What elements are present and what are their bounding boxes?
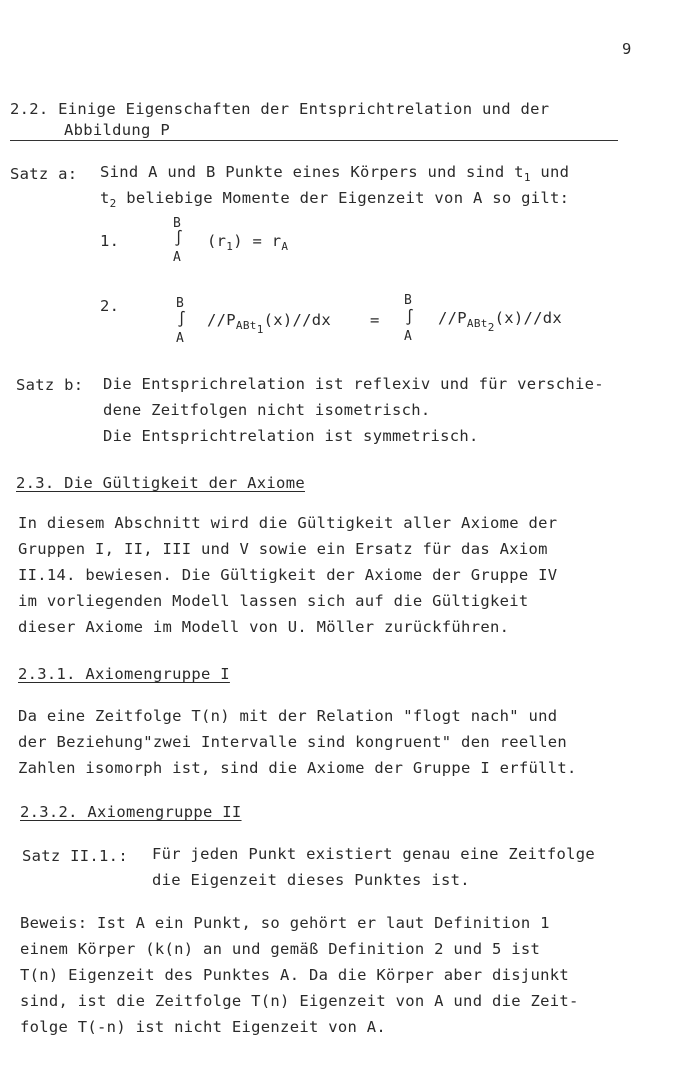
formula-2-left-P: //P xyxy=(207,311,236,329)
section-2-2-underline xyxy=(10,140,618,141)
satz-a-line2 xyxy=(100,189,569,210)
formula-1-arg-sub: 1 xyxy=(226,240,234,253)
section-2-3-para-line-3: II.14. bewiesen. Die Gültigkeit der Axiome der Gruppe IV xyxy=(18,566,558,584)
formula-1-integral-sign: ∫ xyxy=(174,229,184,247)
section-2-3-para-line-5: dieser Axiome im Modell von U. Möller zurückführen. xyxy=(18,618,510,636)
section-2-3-1-title: 2.3.1. Axiomengruppe I xyxy=(18,665,230,683)
t1-subscript: 1 xyxy=(523,171,531,184)
formula-2-integral-sign: ∫ xyxy=(177,310,187,328)
t2-subscript: 2 xyxy=(109,197,117,210)
formula-2-upper-limit-2: B xyxy=(404,293,413,308)
satz-b-line2: dene Zeitfolgen nicht isometrisch. xyxy=(103,401,431,419)
beweis-line-4: sind, ist die Zeitfolge T(n) Eigenzeit von A und die Zeit- xyxy=(20,992,579,1010)
formula-2-lower-limit: A xyxy=(176,331,185,346)
formula-2-upper-limit: B xyxy=(176,296,185,311)
formula-2-right-tail: (x)//dx xyxy=(494,309,563,327)
formula-1-rhs-sub: A xyxy=(281,240,289,253)
section-2-3-para-line-2: Gruppen I, II, III und V sowie ein Ersatz für das Axiom xyxy=(18,540,548,558)
formula-2-left-sub: ABt xyxy=(235,319,257,332)
satz-b-label: Satz b: xyxy=(16,376,84,394)
formula-1-body xyxy=(207,232,288,253)
beweis-line-5: folge T(-n) ist nicht Eigenzeit von A. xyxy=(20,1018,387,1036)
formula-2-right-P: //P xyxy=(438,309,467,327)
formula-1-number: 1. xyxy=(100,232,120,250)
formula-1-arg: (r xyxy=(207,232,227,250)
page-number: 9 xyxy=(622,40,632,58)
formula-2-equals: = xyxy=(370,311,380,329)
beweis-line-1: Beweis: Ist A ein Punkt, so gehört er laut Definition 1 xyxy=(20,914,550,932)
section-2-2-title-line2: Abbildung P xyxy=(64,121,170,139)
section-2-3-para-line-1: In diesem Abschnitt wird die Gültigkeit aller Axiome der xyxy=(18,514,558,532)
section-2-3-1-para-line-1: Da eine Zeitfolge T(n) mit der Relation "flogt nach" und xyxy=(18,707,558,725)
formula-1-rhs: = r xyxy=(252,232,282,250)
satz-b-line3: Die Entsprichtrelation ist symmetrisch. xyxy=(103,427,479,445)
formula-2-right-integrand xyxy=(438,309,562,334)
satz-ii-1-label: Satz II.1.: xyxy=(22,847,128,865)
satz-a-line1-text: Sind A und B Punkte eines Körpers und sind t xyxy=(100,163,524,181)
formula-2-right-sub: ABt xyxy=(466,317,488,330)
formula-1-upper-limit: B xyxy=(173,216,182,231)
satz-ii-1-line2: die Eigenzeit dieses Punktes ist. xyxy=(152,871,470,889)
satz-a-label: Satz a: xyxy=(10,165,78,183)
satz-a-line1 xyxy=(100,163,569,184)
satz-ii-1-line1: Für jeden Punkt existiert genau eine Zeitfolge xyxy=(152,845,596,863)
section-2-3-1-para-line-3: Zahlen isomorph ist, sind die Axiome der Gruppe I erfüllt. xyxy=(18,759,577,777)
section-2-3-title: 2.3. Die Gültigkeit der Axiome xyxy=(16,474,305,492)
formula-2-left-tail: (x)//dx xyxy=(263,311,332,329)
formula-1-lower-limit: A xyxy=(173,250,182,265)
satz-a-line1-end: und xyxy=(530,163,570,181)
formula-2-integral-sign-2: ∫ xyxy=(405,308,415,326)
satz-b-line1: Die Entsprichrelation ist reflexiv und für verschie- xyxy=(103,375,604,393)
t2-letter: t xyxy=(100,189,110,207)
formula-2-number: 2. xyxy=(100,297,120,315)
section-2-2-title-line1: 2.2. Einige Eigenschaften der Entsprichtrelation und der xyxy=(10,100,550,118)
section-2-3-2-title: 2.3.2. Axiomengruppe II xyxy=(20,803,242,821)
beweis-line-2: einem Körper (k(n) an und gemäß Definition 2 und 5 ist xyxy=(20,940,541,958)
formula-1-arg-close: ) xyxy=(233,232,243,250)
formula-2-lower-limit-2: A xyxy=(404,329,413,344)
formula-2-left-integrand xyxy=(207,311,331,336)
section-2-3-1-para-line-2: der Beziehung"zwei Intervalle sind kongruent" den reellen xyxy=(18,733,568,751)
satz-a-line2-text: beliebige Momente der Eigenzeit von A so gilt: xyxy=(116,189,570,207)
beweis-line-3: T(n) Eigenzeit des Punktes A. Da die Körper aber disjunkt xyxy=(20,966,570,984)
formula-2-right-sub2: 2 xyxy=(487,321,495,334)
formula-2-left-sub2: 1 xyxy=(256,323,264,336)
section-2-3-para-line-4: im vorliegenden Modell lassen sich auf die Gültigkeit xyxy=(18,592,529,610)
